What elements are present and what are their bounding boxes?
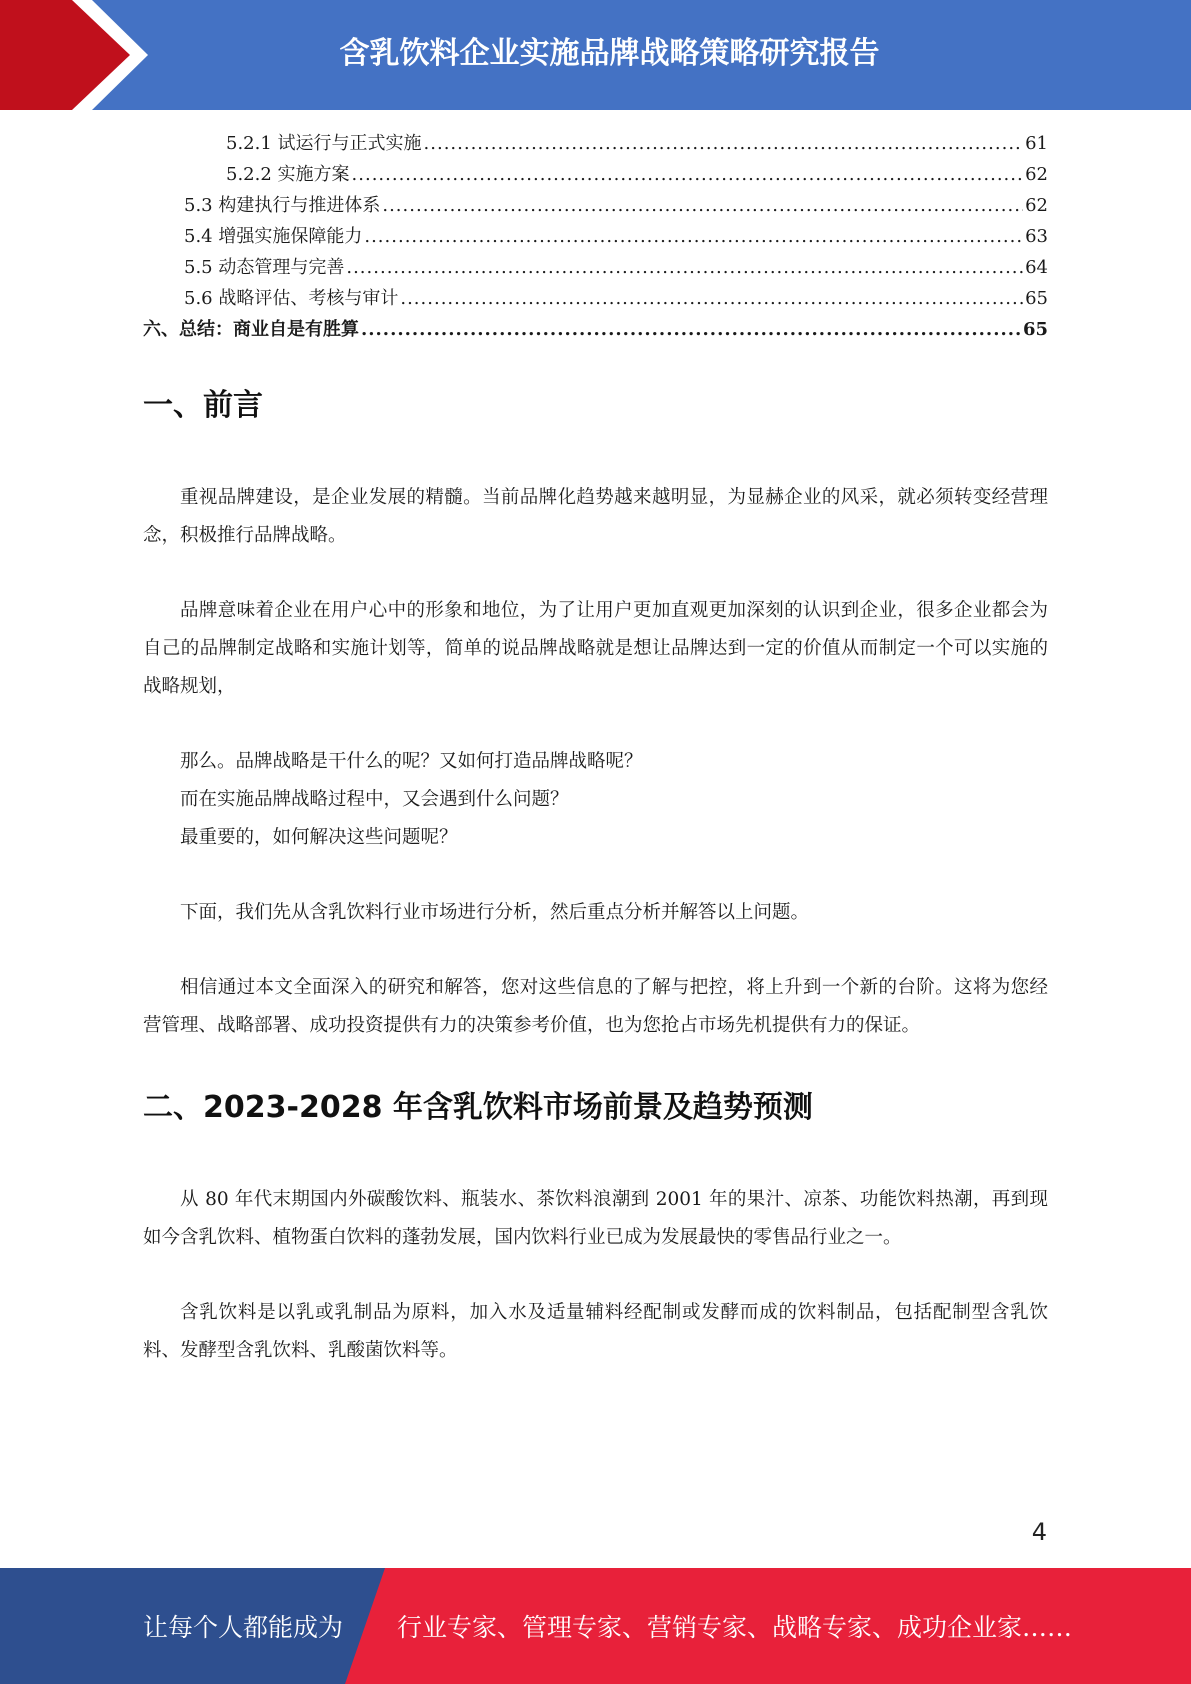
spacer bbox=[143, 424, 1048, 479]
toc-item-page: 63 bbox=[1025, 226, 1048, 247]
question-line: 那么。品牌战略是干什么的呢？又如何打造品牌战略呢？ bbox=[180, 751, 643, 772]
spacer bbox=[143, 857, 1048, 894]
spacer bbox=[143, 706, 1048, 743]
toc-item-page: 65 bbox=[1022, 319, 1048, 340]
spacer bbox=[143, 555, 1048, 592]
toc-item-page: 62 bbox=[1025, 195, 1048, 216]
toc-leader-dots bbox=[400, 283, 1023, 314]
spacer bbox=[143, 1126, 1048, 1181]
toc-item-page: 62 bbox=[1025, 164, 1048, 185]
toc-item[interactable] bbox=[143, 128, 1048, 159]
page-number: 4 bbox=[1031, 1518, 1047, 1546]
toc-item-title: 5.2.1 试运行与正式实施 bbox=[226, 133, 422, 154]
table-of-contents bbox=[143, 128, 1048, 345]
spacer bbox=[143, 932, 1048, 969]
toc-item-page: 61 bbox=[1025, 133, 1048, 154]
spacer bbox=[143, 1045, 1048, 1082]
section-heading: 一、前言 bbox=[143, 388, 263, 423]
toc-item[interactable] bbox=[143, 252, 1048, 283]
paragraph: 相信通过本文全面深入的研究和解答，您对这些信息的了解与把控，将上升到一个新的台阶。这将为您经营管理、战略部署、成功投资提供有力的决策参考价值，也为您抢占市场先机提供有力的保证。 bbox=[143, 977, 1048, 1036]
question-line: 最重要的，如何解决这些问题呢？ bbox=[180, 827, 458, 848]
toc-item[interactable] bbox=[143, 314, 1048, 345]
footer-slogan-left: 让每个人都能成为 bbox=[143, 1613, 344, 1642]
toc-item-title: 5.5 动态管理与完善 bbox=[184, 257, 345, 278]
toc-leader-dots bbox=[361, 314, 1021, 345]
spacer bbox=[143, 1257, 1048, 1294]
paragraph: 品牌意味着企业在用户心中的形象和地位，为了让用户更加直观更加深刻的认识到企业，很多企业都会为自己的品牌制定战略和实施计划等，简单的说品牌战略就是想让品牌达到一定的价值从而制定一个可以实施的战略规划， bbox=[143, 600, 1048, 697]
toc-item-title: 六、总结：商业自是有胜算 bbox=[143, 319, 359, 340]
footer-banner bbox=[0, 1568, 1191, 1684]
main-content bbox=[143, 380, 1048, 1370]
paragraph: 从 80 年代末期国内外碳酸饮料、瓶装水、茶饮料浪潮到 2001 年的果汁、凉茶、功能饮料热潮，再到现如今含乳饮料、植物蛋白饮料的蓬勃发展，国内饮料行业已成为发展最快的零售品行业之一。 bbox=[143, 1189, 1048, 1248]
footer-slogan-right: 行业专家、管理专家、营销专家、战略专家、成功企业家…… bbox=[397, 1613, 1073, 1642]
toc-leader-dots bbox=[352, 159, 1024, 190]
toc-item-title: 5.2.2 实施方案 bbox=[226, 164, 350, 185]
paragraph: 重视品牌建设，是企业发展的精髓。当前品牌化趋势越来越明显，为显赫企业的风采，就必须转变经营理念，积极推行品牌战略。 bbox=[143, 487, 1048, 546]
toc-leader-dots bbox=[424, 128, 1024, 159]
toc-item-page: 65 bbox=[1025, 288, 1048, 309]
section-heading: 二、2023-2028 年含乳饮料市场前景及趋势预测 bbox=[143, 1090, 813, 1125]
toc-item[interactable] bbox=[143, 159, 1048, 190]
toc-leader-dots bbox=[382, 190, 1023, 221]
paragraph: 下面，我们先从含乳饮料行业市场进行分析，然后重点分析并解答以上问题。 bbox=[180, 902, 810, 923]
toc-leader-dots bbox=[364, 221, 1023, 252]
question-line: 而在实施品牌战略过程中，又会遇到什么问题？ bbox=[180, 789, 569, 810]
toc-item-title: 5.3 构建执行与推进体系 bbox=[184, 195, 381, 216]
header-banner bbox=[0, 0, 1191, 110]
toc-leader-dots bbox=[346, 252, 1023, 283]
toc-item-page: 64 bbox=[1025, 257, 1048, 278]
document-title: 含乳饮料企业实施品牌战略策略研究报告 bbox=[339, 36, 880, 71]
toc-item-title: 5.6 战略评估、考核与审计 bbox=[184, 288, 399, 309]
toc-item-title: 5.4 增强实施保障能力 bbox=[184, 226, 363, 247]
paragraph: 含乳饮料是以乳或乳制品为原料，加入水及适量辅料经配制或发酵而成的饮料制品，包括配制型含乳饮料、发酵型含乳饮料、乳酸菌饮料等。 bbox=[143, 1302, 1048, 1361]
toc-item[interactable] bbox=[143, 283, 1048, 314]
toc-item[interactable] bbox=[143, 221, 1048, 252]
toc-item[interactable] bbox=[143, 190, 1048, 221]
